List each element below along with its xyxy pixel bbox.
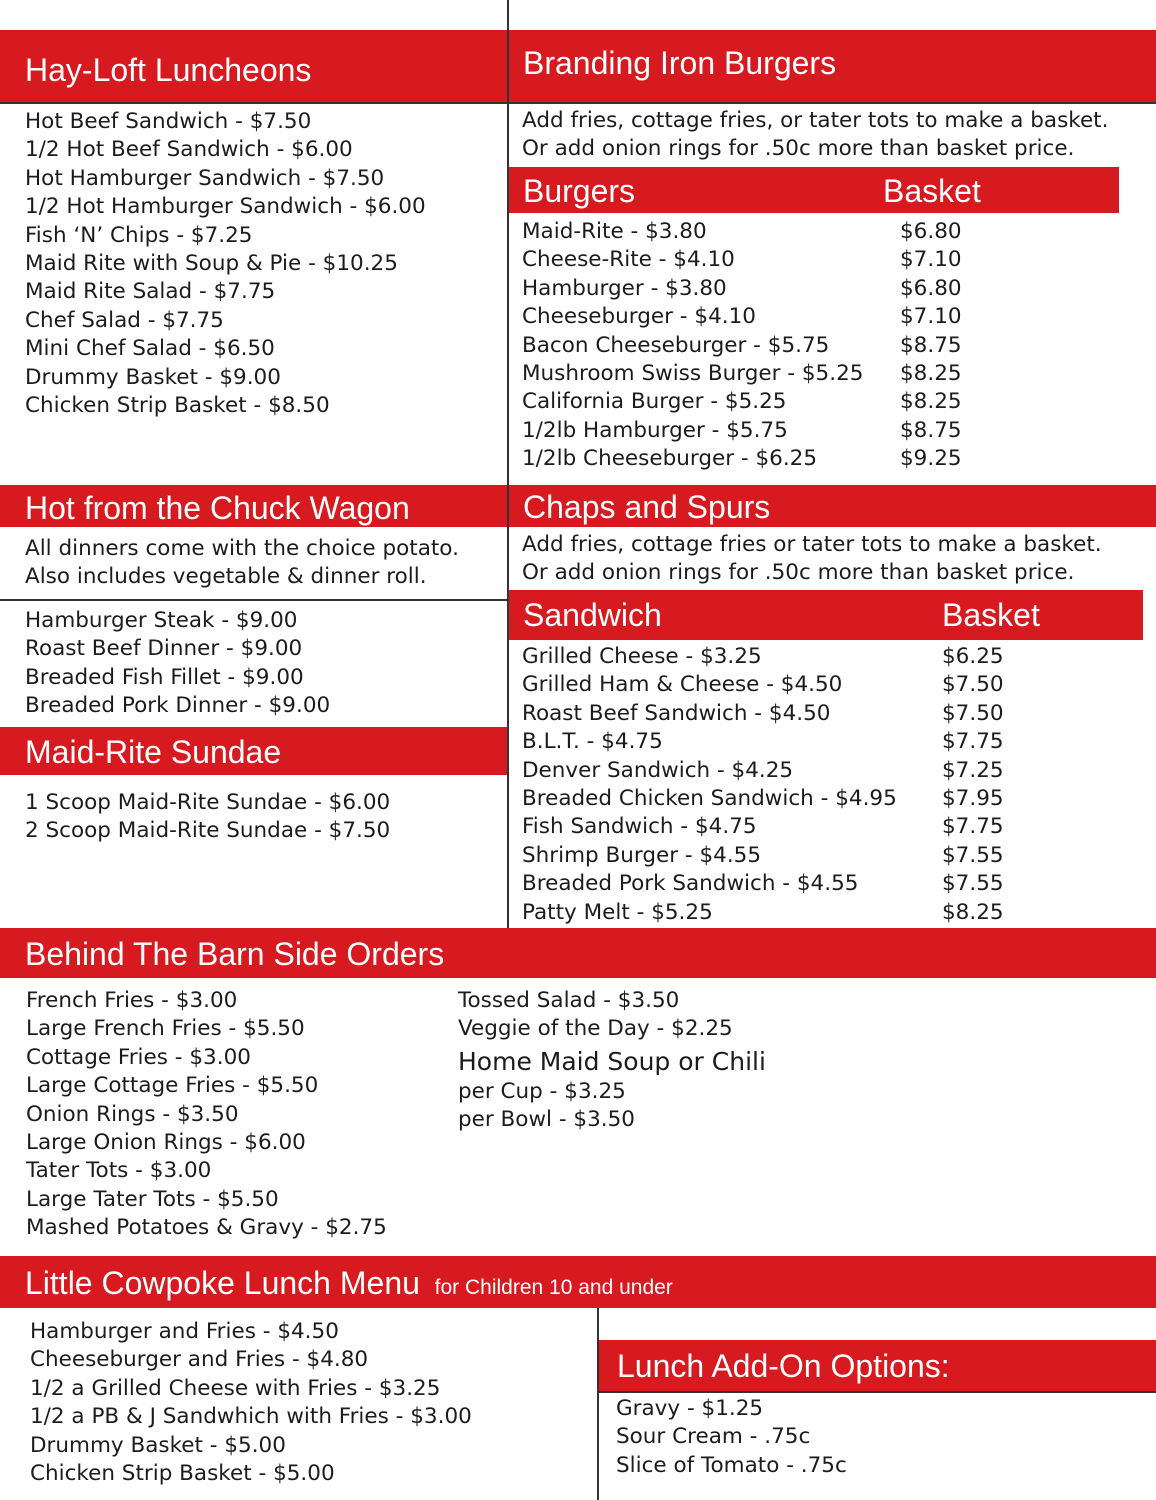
list-item: Large Onion Rings - $6.00: [26, 1129, 306, 1155]
sundae-list: [25, 789, 390, 846]
list-item: Chef Salad - $7.75: [25, 307, 224, 333]
list-item: Mushroom Swiss Burger - $5.25: [522, 360, 864, 386]
list-item: Grilled Cheese - $3.25: [522, 644, 762, 669]
list-item: Tossed Salad - $3.50: [458, 988, 680, 1013]
list-item: Breaded Fish Fillet - $9.00: [25, 664, 304, 690]
hayloft-title: Hay-Loft Luncheons: [25, 52, 312, 88]
cowpoke-header: [0, 1256, 1156, 1308]
basket-price: $7.55: [942, 871, 1004, 897]
list-item: 1/2lb Hamburger - $5.75: [522, 417, 788, 443]
list-item: Fish ‘N’ Chips - $7.25: [25, 222, 253, 248]
list-item: Onion Rings - $3.50: [26, 1101, 239, 1127]
hayloft-list: [25, 108, 426, 420]
list-item: Mashed Potatoes & Gravy - $2.75: [26, 1215, 387, 1241]
list-item: per Cup - $3.25: [458, 1078, 626, 1104]
list-item: Drummy Basket - $5.00: [30, 1432, 286, 1458]
cowpoke-list: [30, 1318, 472, 1488]
list-item: Patty Melt - $5.25: [522, 899, 713, 925]
addon-header: [599, 1340, 1156, 1391]
basket-price: $7.10: [900, 304, 962, 330]
list-item: Hamburger - $3.80: [522, 275, 727, 301]
list-item: Hot Beef Sandwich - $7.50: [25, 109, 312, 134]
basket-price: $7.50: [942, 672, 1004, 698]
list-item: Denver Sandwich - $4.25: [522, 757, 794, 783]
basket-price: $9.25: [900, 446, 962, 472]
sundae-header: [0, 727, 507, 775]
list-item: Gravy - $1.25: [616, 1396, 764, 1421]
list-item: Chicken Strip Basket - $5.00: [30, 1460, 335, 1486]
basket-price: $6.25: [942, 644, 1004, 669]
burgers-subheader: [509, 167, 1119, 213]
chuck-notes: [25, 535, 459, 592]
chuck-note-underline: [0, 599, 507, 601]
list-item: Large Cottage Fries - $5.50: [26, 1073, 319, 1099]
cowpoke-title: Little Cowpoke Lunch Menu: [25, 1265, 420, 1301]
list-item: Bacon Cheeseburger - $5.75: [522, 332, 830, 358]
chuck-list: [25, 607, 330, 721]
list-item: Large French Fries - $5.50: [26, 1016, 305, 1042]
list-item: Fish Sandwich - $4.75: [522, 814, 757, 840]
list-item: 1/2 Hot Beef Sandwich - $6.00: [25, 137, 353, 163]
branding-underline: [507, 102, 1156, 104]
list-item: Cheeseburger and Fries - $4.80: [30, 1347, 369, 1373]
sides-title: Behind The Barn Side Orders: [25, 936, 445, 972]
list-item: 1/2 Hot Hamburger Sandwich - $6.00: [25, 194, 426, 220]
list-item: 2 Scoop Maid-Rite Sundae - $7.50: [25, 818, 391, 844]
list-item: B.L.T. - $4.75: [522, 729, 663, 755]
list-item: Chicken Strip Basket - $8.50: [25, 392, 330, 418]
cowpoke-age-note: for Children 10 and under: [434, 1276, 673, 1299]
top-column-divider: [507, 0, 509, 928]
branding-notes: [522, 107, 1108, 164]
bottom-column-divider: [597, 1308, 599, 1500]
note-line: Or add onion rings for .50c more than basket price.: [522, 136, 1075, 162]
list-item: Roast Beef Dinner - $9.00: [25, 636, 303, 662]
list-item: California Burger - $5.25: [522, 389, 787, 415]
list-item: Roast Beef Sandwich - $4.50: [522, 700, 831, 726]
chaps-header: [509, 485, 1156, 527]
soup-heading: Home Maid Soup or Chili: [458, 1046, 766, 1076]
addon-title: Lunch Add-On Options:: [617, 1348, 950, 1384]
sandwich-list: [522, 643, 897, 927]
burgers-list: [522, 218, 863, 474]
basket-price: $8.75: [900, 332, 962, 358]
addon-list: [616, 1395, 847, 1480]
basket-price: $8.25: [900, 360, 962, 386]
sides-right-list: [458, 987, 766, 1135]
list-item: Tater Tots - $3.00: [26, 1158, 212, 1184]
note-line: Also includes vegetable & dinner roll.: [25, 564, 427, 590]
list-item: Maid Rite Salad - $7.75: [25, 279, 276, 305]
burgers-col-label: Burgers: [523, 173, 636, 209]
chaps-title: Chaps and Spurs: [523, 489, 771, 525]
list-item: Hamburger and Fries - $4.50: [30, 1319, 339, 1344]
list-item: 1/2lb Cheeseburger - $6.25: [522, 446, 818, 472]
branding-title: Branding Iron Burgers: [523, 45, 837, 81]
chuck-title: Hot from the Chuck Wagon: [25, 490, 410, 526]
basket-price: $7.25: [942, 757, 1004, 783]
basket-price: $6.80: [900, 219, 962, 244]
note-line: Add fries, cottage fries, or tater tots to make a basket.: [522, 108, 1109, 133]
basket-price: $7.95: [942, 785, 1004, 811]
cowpoke-note: [429, 1276, 673, 1299]
basket-price: $6.80: [900, 275, 962, 301]
burgers-basket-prices: [900, 218, 962, 474]
list-item: 1 Scoop Maid-Rite Sundae - $6.00: [25, 790, 391, 815]
hayloft-underline: [0, 102, 507, 104]
list-item: Sour Cream - .75c: [616, 1424, 811, 1450]
addon-underline: [597, 1391, 1156, 1393]
basket-price: $8.75: [900, 417, 962, 443]
basket-price: $7.75: [942, 814, 1004, 840]
list-item: Hamburger Steak - $9.00: [25, 608, 298, 633]
list-item: 1/2 a Grilled Cheese with Fries - $3.25: [30, 1375, 441, 1401]
note-line: Or add onion rings for .50c more than basket price.: [522, 560, 1075, 586]
sandwich-col-label: Sandwich: [523, 597, 662, 633]
burgers-basket-label: Basket: [883, 173, 981, 209]
list-item: Veggie of the Day - $2.25: [458, 1016, 733, 1042]
list-item: per Bowl - $3.50: [458, 1107, 635, 1133]
note-line: All dinners come with the choice potato.: [25, 536, 459, 561]
list-item: Cheese-Rite - $4.10: [522, 247, 735, 273]
basket-price: $7.55: [942, 842, 1004, 868]
list-item: French Fries - $3.00: [26, 988, 238, 1013]
chaps-notes: [522, 531, 1102, 588]
hayloft-header: [0, 30, 507, 102]
list-item: Drummy Basket - $9.00: [25, 364, 281, 390]
sundae-title: Maid-Rite Sundae: [25, 734, 282, 770]
list-item: Mini Chef Salad - $6.50: [25, 336, 275, 362]
sides-header: [0, 928, 1156, 978]
list-item: Breaded Pork Sandwich - $4.55: [522, 871, 859, 897]
list-item: Cheeseburger - $4.10: [522, 304, 756, 330]
basket-price: $7.75: [942, 729, 1004, 755]
list-item: Breaded Chicken Sandwich - $4.95: [522, 785, 897, 811]
list-item: Cottage Fries - $3.00: [26, 1044, 251, 1070]
list-item: Grilled Ham & Cheese - $4.50: [522, 672, 843, 698]
list-item: Maid-Rite - $3.80: [522, 219, 707, 244]
list-item: Hot Hamburger Sandwich - $7.50: [25, 165, 385, 191]
note-line: Add fries, cottage fries or tater tots to make a basket.: [522, 532, 1102, 557]
list-item: Maid Rite with Soup & Pie - $10.25: [25, 250, 398, 276]
basket-price: $8.25: [900, 389, 962, 415]
basket-price: $7.10: [900, 247, 962, 273]
list-item: Shrimp Burger - $4.55: [522, 842, 762, 868]
sandwich-basket-label: Basket: [942, 597, 1040, 633]
branding-header: [509, 30, 1156, 102]
sandwich-subheader: [509, 590, 1143, 640]
list-item: 1/2 a PB & J Sandwhich with Fries - $3.00: [30, 1404, 472, 1430]
chuck-header: [0, 485, 507, 527]
list-item: Large Tater Tots - $5.50: [26, 1186, 279, 1212]
basket-price: $7.50: [942, 700, 1004, 726]
list-item: Breaded Pork Dinner - $9.00: [25, 693, 331, 719]
sides-left-list: [26, 987, 387, 1243]
sandwich-basket-prices: [942, 643, 1004, 927]
list-item: Slice of Tomato - .75c: [616, 1452, 847, 1478]
basket-price: $8.25: [942, 899, 1004, 925]
